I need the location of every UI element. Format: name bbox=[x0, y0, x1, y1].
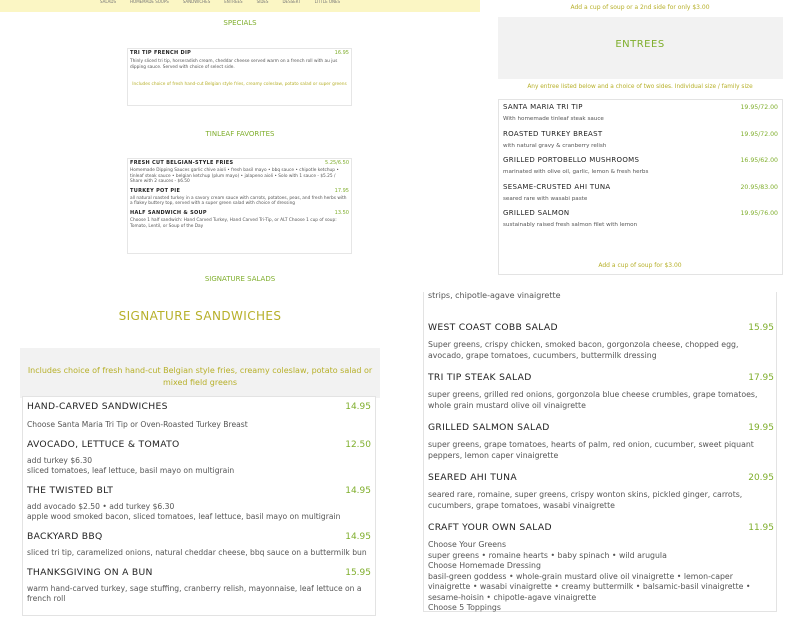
entree-price: 19.95/72.00 bbox=[740, 130, 778, 138]
nav-item-little-ones[interactable]: LITTLE ONES bbox=[314, 0, 341, 4]
nav-item-sandwiches[interactable]: SANDWICHES bbox=[182, 0, 211, 4]
entree-price: 19.95/76.00 bbox=[740, 210, 778, 217]
entree-name: ROASTED TURKEY BREAST bbox=[503, 129, 603, 138]
favorite-name: TURKEY POT PIE bbox=[130, 187, 181, 194]
sandwich-name: THE TWISTED BLT bbox=[27, 485, 114, 496]
sandwich-item bbox=[27, 401, 371, 430]
entree-desc: marinated with olive oil, garlic, lemon & fresh herbs bbox=[503, 169, 649, 175]
entree-item bbox=[503, 130, 778, 149]
salad-desc: super greens, grape tomatoes, hearts of palm, red onion, cucumber, sweet piquant peppers, lemon caper vinaigrette bbox=[428, 440, 754, 460]
signature-salads-heading: SIGNATURE SALADS bbox=[204, 275, 276, 283]
sandwich-desc: warm hand-carved turkey, sage stuffing, cranberry relish, mayonnaise, leaf lettuce on a french roll bbox=[27, 584, 362, 603]
salad-name: SEARED AHI TUNA bbox=[428, 472, 517, 483]
favorite-price: 5.25/6.50 bbox=[325, 160, 349, 166]
sandwich-price: 14.95 bbox=[345, 532, 371, 542]
entrees-box bbox=[498, 99, 783, 275]
entree-name: GRILLED PORTOBELLO MUSHROOMS bbox=[503, 156, 640, 164]
nav-item-soups[interactable]: HOMEMADE SOUPS bbox=[130, 0, 169, 4]
sandwich-desc: add avocado $2.50 • add turkey $6.30 apple wood smoked bacon, sliced tomatoes, leaf lettuce, basil mayo on multigrain bbox=[27, 502, 341, 521]
sandwich-name: THANKSGIVING ON A BUN bbox=[27, 567, 153, 578]
nav-item-sides[interactable]: SIDES bbox=[256, 0, 269, 4]
sandwich-desc: Choose Santa Maria Tri Tip or Oven-Roasted Turkey Breast bbox=[27, 420, 248, 429]
favorite-price: 17.95 bbox=[334, 187, 349, 194]
salad-item bbox=[428, 522, 774, 614]
entree-name: SESAME-CRUSTED AHI TUNA bbox=[503, 182, 611, 191]
salad-item bbox=[428, 372, 774, 411]
entrees-heading: ENTREES bbox=[615, 39, 665, 50]
special-desc: Thinly sliced tri tip, horseradish cream, cheddar cheese served warm on a french roll with au jus dipping sauce. Served with choice of select side. bbox=[130, 59, 338, 70]
favorite-name: HALF SANDWICH & SOUP bbox=[130, 209, 207, 216]
salad-price: 20.95 bbox=[748, 473, 774, 483]
sandwich-item bbox=[27, 485, 371, 522]
salad-name: GRILLED SALMON SALAD bbox=[428, 422, 550, 433]
special-name: TRI TIP FRENCH DIP bbox=[130, 50, 192, 56]
entrees-subtitle: Any entree listed below and a choice of two sides. Individual size / family size bbox=[527, 84, 753, 90]
entree-price: 16.95/62.00 bbox=[740, 157, 778, 164]
entree-item bbox=[503, 209, 778, 228]
special-note: Includes choice of fresh hand-cut Belgian style fries, creamy coleslaw, potato salad or super greens bbox=[132, 82, 347, 88]
entree-item bbox=[503, 156, 778, 175]
nav-item-dessert[interactable]: DESSERT bbox=[282, 0, 301, 4]
favorite-item bbox=[130, 189, 349, 207]
sandwich-item bbox=[27, 531, 371, 558]
favorites-box bbox=[127, 158, 352, 254]
sandwiches-box bbox=[22, 396, 376, 616]
sandwich-item bbox=[27, 439, 371, 476]
specials-box bbox=[127, 48, 352, 106]
entree-desc: sustainably raised fresh salmon filet with lemon bbox=[503, 222, 638, 228]
entrees-footer-note: Add a cup of soup for $3.00 bbox=[598, 262, 682, 269]
sandwich-price: 14.95 bbox=[345, 402, 371, 412]
salad-price: 15.95 bbox=[748, 323, 774, 333]
sandwich-desc: sliced tri tip, caramelized onions, natural cheddar cheese, bbq sauce on a buttermilk bun bbox=[27, 548, 367, 557]
sandwich-price: 15.95 bbox=[345, 568, 371, 578]
entree-price: 19.95/72.00 bbox=[740, 104, 778, 111]
salad-name: TRI TIP STEAK SALAD bbox=[428, 372, 532, 383]
salad-desc: super greens, grilled red onions, gorgonzola blue cheese crumbles, grape tomatoes, whole grain mustard olive oil vinaigrette bbox=[428, 390, 758, 410]
salad-desc: Super greens, crispy chicken, smoked bacon, gorgonzola cheese, chopped egg, avocado, grape tomatoes, cucumbers, buttermilk dressing bbox=[428, 340, 739, 360]
salad-item bbox=[428, 322, 774, 361]
entree-desc: With homemade tinleaf steak sauce bbox=[503, 116, 604, 122]
salad-name: CRAFT YOUR OWN SALAD bbox=[428, 522, 552, 533]
favorites-heading: TINLEAF FAVORITES bbox=[205, 130, 275, 138]
category-nav bbox=[100, 0, 340, 4]
entree-price: 20.95/83.00 bbox=[740, 183, 778, 191]
entree-item bbox=[503, 183, 778, 202]
favorite-desc: Homemade Dipping Sauces garlic chive aioli • fresh basil mayo • bbq sauce • chipotle ketchup • tinleaf steak sauce • belgian ketchup (plum mayo) • jalapeno aioli • Solo with 1 sauce - $5.25 / Share with 2 sauces - $6.50 bbox=[130, 168, 339, 185]
favorite-item bbox=[130, 161, 349, 185]
favorite-name: FRESH CUT BELGIAN-STYLE FRIES bbox=[130, 160, 234, 166]
salad-name: WEST COAST COBB SALAD bbox=[428, 322, 558, 333]
special-price: 16.95 bbox=[334, 50, 349, 56]
menu-pane-sandwiches bbox=[0, 292, 384, 603]
sandwiches-heading: SIGNATURE SANDWICHES bbox=[118, 309, 282, 323]
salad-price: 17.95 bbox=[748, 373, 774, 383]
salad-desc: seared rare, romaine, super greens, crispy wonton skins, pickled ginger, carrots, cucumbers, grape tomatoes, wasabi vinaigrette bbox=[428, 490, 743, 510]
favorite-desc: all natural roasted turkey in a savory cream sauce with carrots, potatoes, peas, and fresh herbs with a flakey buttery top, served with a super green salad with choice of dressing bbox=[130, 196, 347, 207]
entree-name: SANTA MARIA TRI TIP bbox=[503, 103, 583, 111]
menu-pane-salads bbox=[423, 291, 800, 612]
favorite-price: 13.50 bbox=[334, 209, 349, 216]
sandwich-name: AVOCADO, LETTUCE & TOMATO bbox=[27, 439, 180, 450]
menu-pane-specials bbox=[0, 0, 480, 292]
favorite-item bbox=[130, 211, 349, 229]
entree-desc: seared rare with wasabi paste bbox=[503, 195, 588, 202]
entree-item bbox=[503, 103, 778, 122]
soup-addon-note: Add a cup of soup or a 2nd side for only $3.00 bbox=[570, 4, 710, 11]
salad-item bbox=[428, 422, 774, 461]
specials-heading: SPECIALS bbox=[223, 19, 257, 27]
sandwich-item bbox=[27, 567, 371, 604]
sandwiches-note: Includes choice of fresh hand-cut Belgian style fries, creamy coleslaw, potato salad or mixed field greens bbox=[27, 366, 373, 387]
salad-item bbox=[428, 472, 774, 511]
sandwich-name: HAND-CARVED SANDWICHES bbox=[27, 401, 168, 412]
entree-desc: with natural gravy & cranberry relish bbox=[503, 142, 607, 149]
favorite-desc: Choose 1 half sandwich: Hand Carved Turkey, Hand Carved Tri-Tip, or ALT Choose 1 cup of soup: Tomato, Lentil, or Soup of the Day bbox=[130, 218, 337, 229]
salad-price: 19.95 bbox=[748, 423, 774, 433]
menu-pane-entrees bbox=[480, 0, 800, 292]
truncated-description: strips, chipotle-agave vinaigrette bbox=[428, 291, 561, 300]
nav-item-entrees[interactable]: ENTREES bbox=[224, 0, 243, 4]
sandwich-price: 12.50 bbox=[345, 440, 371, 450]
nav-item-salads[interactable]: SALADS bbox=[100, 0, 117, 4]
salads-box bbox=[423, 292, 777, 612]
salad-price: 11.95 bbox=[748, 523, 774, 533]
salad-desc: Choose Your Greens super greens • romaine hearts • baby spinach • wild arugula Choose Homemade Dressing basil-green goddess • whole-grain mustard olive oil vinaigrette • lemon-caper vinaigrette • wasabi vinaigrette • creamy buttermilk • balsamic-basil vinaigrette • sesame-hoisin • chipotle-agave vinaigrette Choose 5 Toppings bbox=[428, 540, 751, 612]
sandwich-name: BACKYARD BBQ bbox=[27, 531, 103, 542]
entree-name: GRILLED SALMON bbox=[503, 209, 570, 217]
sandwich-desc: add turkey $6.30 sliced tomatoes, leaf lettuce, basil mayo on multigrain bbox=[27, 456, 235, 475]
sandwich-price: 14.95 bbox=[345, 486, 371, 496]
